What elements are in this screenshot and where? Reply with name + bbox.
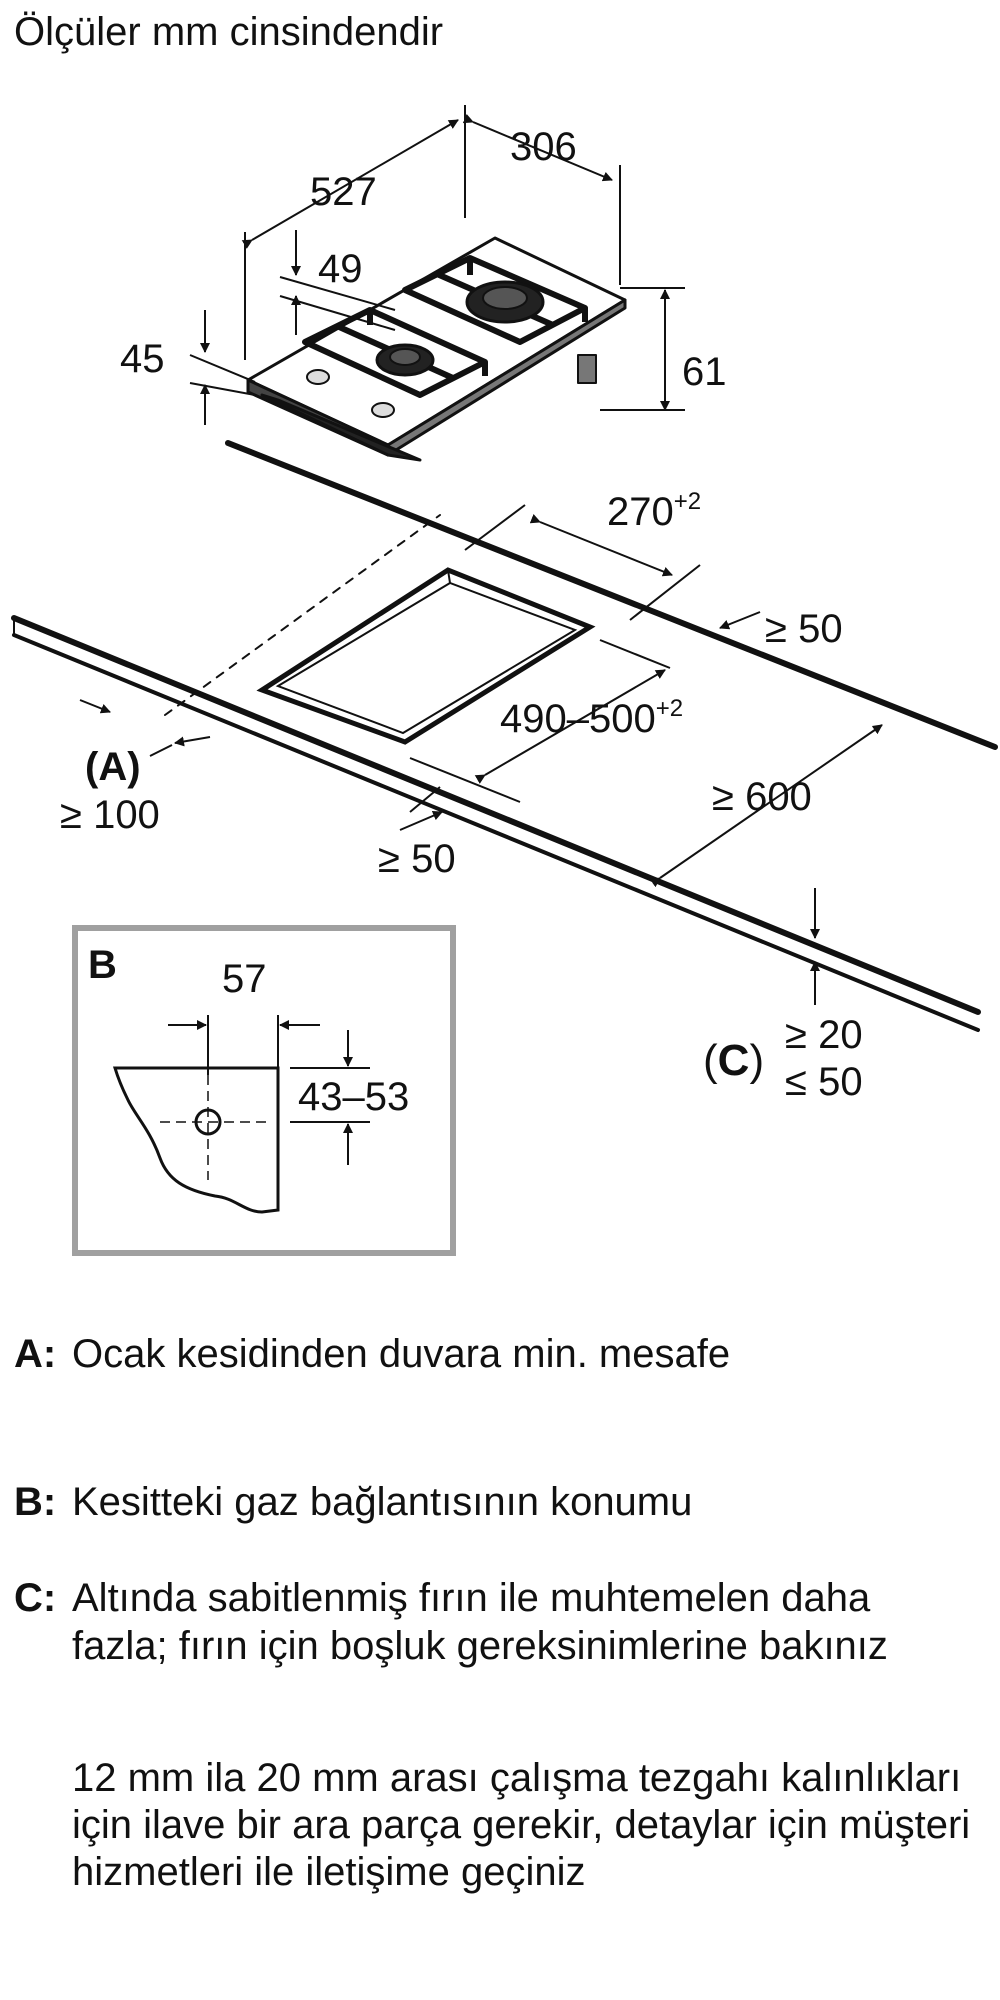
dim-width: 306: [510, 125, 577, 169]
dim-grate-height: 49: [318, 247, 363, 291]
knob-right-icon: [372, 403, 394, 417]
legend-text: Altında sabitlenmiş fırın ile muhtemelen daha fazla; fırın için boşluk gereksinimlerine bakınız: [72, 1576, 888, 1668]
dim-body-height: 45: [120, 337, 165, 381]
inset-y-dim: 43–53: [298, 1075, 410, 1119]
dim-front-min: ≥ 50: [378, 837, 456, 881]
legend-key: A:: [14, 1332, 57, 1376]
dim-side-min: ≥ 600: [712, 775, 812, 819]
inset-gas-position: [75, 928, 453, 1253]
wall-key: (A): [85, 745, 141, 789]
dim-rear-min: ≥ 50: [765, 607, 843, 651]
legend-text: Kesitteki gaz bağlantısının konumu: [72, 1480, 693, 1524]
dim-cutout-depth: $490-500^{+2}$: [500, 695, 684, 741]
worktop-thickness-note: 12 mm ila 20 mm arası çalışma tezgahı kalınlıkları için ilave bir ara parça gerekir, detaylar için müşteri hizmetleri ile iletişime geçiniz: [72, 1756, 971, 1894]
legend-key: C:: [14, 1576, 57, 1620]
dim-cutout-width: $270^{+2}$: [607, 488, 702, 534]
inset-x-dim: 57: [222, 957, 267, 1001]
hob-drawing: [248, 238, 625, 460]
inset-key: B: [88, 943, 117, 987]
dim-thickness-max: ≤ 50: [785, 1060, 863, 1104]
legend-key: B:: [14, 1480, 57, 1524]
gas-connector: [578, 355, 596, 383]
dim-wall-min: ≥ 100: [60, 793, 160, 837]
page-title: Ölçüler mm cinsindendir: [14, 10, 444, 54]
dim-thickness-min: ≥ 20: [785, 1013, 863, 1057]
legend-item-a: [14, 1330, 974, 1380]
knob-left-icon: [307, 370, 329, 384]
legend-item-c: [14, 1574, 974, 1724]
dim-total-height: 61: [682, 350, 727, 394]
thickness-key: (C): [703, 1036, 765, 1085]
legend-text: Ocak kesidinden duvara min. mesafe: [72, 1332, 731, 1376]
dim-depth: 527: [310, 170, 377, 214]
legend-item-b: [14, 1478, 974, 1528]
